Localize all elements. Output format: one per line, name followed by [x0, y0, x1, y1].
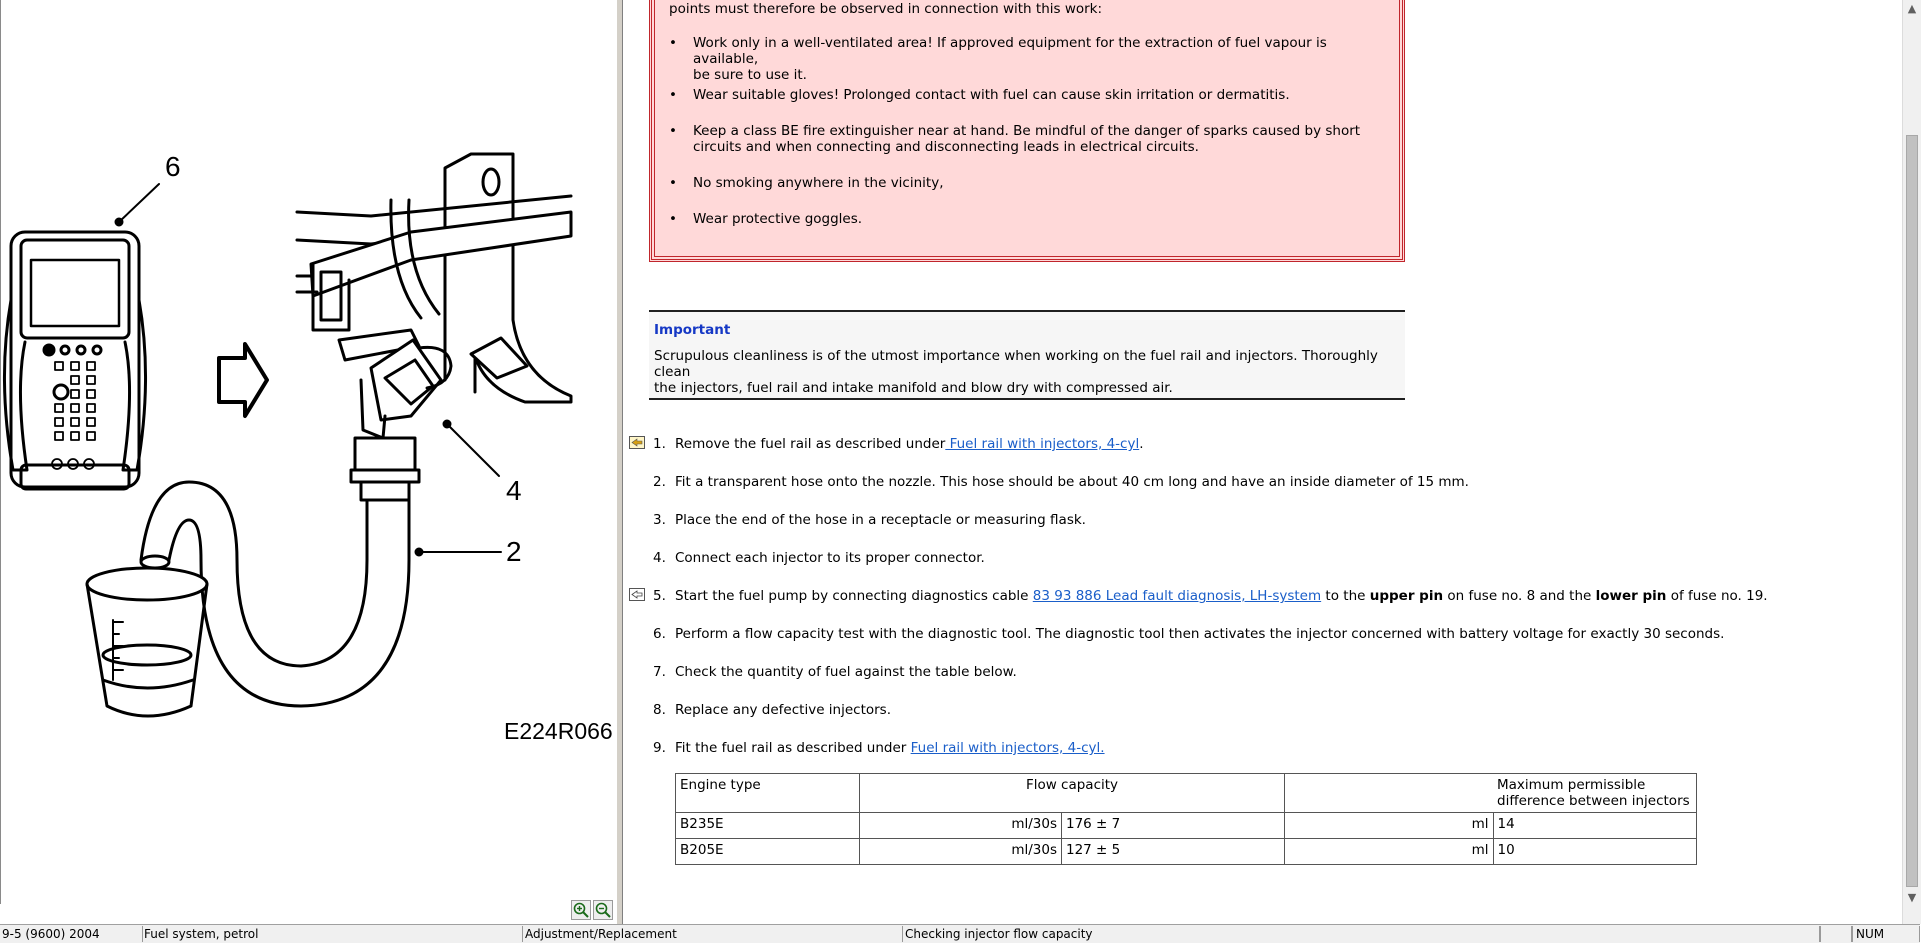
flow-capacity-table [675, 773, 1697, 865]
diagnostic-tool-drawing [4, 232, 145, 489]
header-max-difference: Maximum permissible difference between injectors [1493, 774, 1697, 813]
measuring-flask-drawing [87, 568, 207, 716]
document-pane: points must therefore be observed in connection with this work: • Work only in a well-ventilated area! If approved equipment for the extraction of fuel vapour is available, be sure to use it. • Wear suitable gloves! Prolonged contact with fuel can cause skin irritation or dermatitis. • Keep a class BE fire extinguisher near at hand. Be mindful of the danger of sparks caused by short circuits and when connecting and disconnecting leads in electrical circuits. • No smoking anywhere in the vicinity, • Wear protective goggles. Important Scrupulous cleanliness is of the utmost importance when working on the fuel rail and injectors. Thoroughly clean the injectors, fuel rail and intake manifold and blow dry with compressed air. 1. Remove the fuel rail as described under Fuel rail with injectors, 4-cyl. 2. Fit a transparent hose onto the nozzle. This hose should be about 40 cm long and have an inside diameter of 15 mm. 3. Place the end of the hose in a receptacle or measuring flask. 4. Connect each injector to its proper connector. 5. Start the fuel pump by connecting diagnostics cable 83 93 886 Lead fault diagnosis, LH-system to the upper pin on fuse no. 8 and the lower pin of fuse no. 19. 6. Perform a flow capacity test with the diagnostic tool. The diagnostic tool then activates the injector concerned with battery voltage for exactly 30 seconds. 7. Check the quantity of fuel against the table below. 8. Replace any defective injectors. 9. Fit the fuel rail as described under Fuel rail with injectors, 4-cyl. Engine type Flow capacity Maximum permissible difference between injectors B235E ml/30s 176 ± 7 ml 14 B205E ml/30s 127 ± 5 ml 10 [623, 0, 1900, 924]
callout-6: 6 [165, 151, 181, 182]
status-bar [0, 924, 1920, 943]
injector-test-illustration [1, 0, 618, 904]
tool-reference-icon[interactable] [629, 588, 645, 601]
callout-2: 2 [506, 536, 522, 567]
header-flow-capacity: Flow capacity [860, 774, 1285, 813]
zoom-in-icon [572, 901, 590, 919]
fuel-rail-link[interactable]: Fuel rail with injectors, 4-cyl [945, 436, 1140, 452]
reference-arrow-icon[interactable] [629, 436, 645, 449]
fuel-rail-drawing [297, 154, 571, 402]
fuel-rail-fit-link[interactable]: Fuel rail with injectors, 4-cyl. [910, 740, 1105, 756]
zoom-in-button[interactable] [571, 900, 591, 920]
important-body: Scrupulous cleanliness is of the utmost importance when working on the fuel rail and injectors. Thoroughly clean the injectors, fuel rail and intake manifold and blow dry with compressed air. [654, 348, 1378, 396]
figure-code: E224R066 [504, 718, 613, 744]
scroll-down-icon[interactable]: ▼ [1907, 891, 1917, 904]
status-system: Fuel system, petrol [143, 926, 523, 942]
table-header-row [676, 774, 1697, 813]
scroll-up-icon[interactable]: ▲ [1907, 2, 1917, 15]
table-row: B205E ml/30s 127 ± 5 ml 10 [676, 839, 1697, 865]
illustration-pane [0, 0, 619, 904]
important-title: Important [654, 322, 731, 338]
callout-4: 4 [506, 475, 522, 506]
vertical-scrollbar[interactable] [1902, 0, 1921, 924]
direction-arrow-drawing [219, 344, 267, 416]
warning-box: points must therefore be observed in connection with this work: • Work only in a well-ventilated area! If approved equipment for the extraction of fuel vapour is available, be sure to use it. • Wear suitable gloves! Prolonged contact with fuel can cause skin irritation or dermatitis. • Keep a class BE fire extinguisher near at hand. Be mindful of the danger of sparks caused by short circuits and when connecting and disconnecting leads in electrical circuits. • No smoking anywhere in the vicinity, • Wear protective goggles. [649, 0, 1405, 262]
important-note [649, 310, 1405, 400]
status-model: 9-5 (9600) 2004 [0, 926, 143, 942]
status-operation: Adjustment/Replacement [523, 926, 903, 942]
status-num-lock: NUM [1852, 926, 1920, 942]
scrollbar-thumb[interactable] [1906, 135, 1918, 887]
warning-intro: points must therefore be observed in connection with this work: [669, 1, 1103, 17]
zoom-controls [569, 900, 617, 922]
header-engine-type: Engine type [676, 774, 860, 813]
status-topic: Checking injector flow capacity [903, 926, 1820, 942]
zoom-out-icon [594, 901, 612, 919]
table-row: B235E ml/30s 176 ± 7 ml 14 [676, 813, 1697, 839]
diagnostics-cable-link[interactable]: 83 93 886 Lead fault diagnosis, LH-system [1032, 588, 1322, 604]
zoom-out-button[interactable] [593, 900, 613, 920]
